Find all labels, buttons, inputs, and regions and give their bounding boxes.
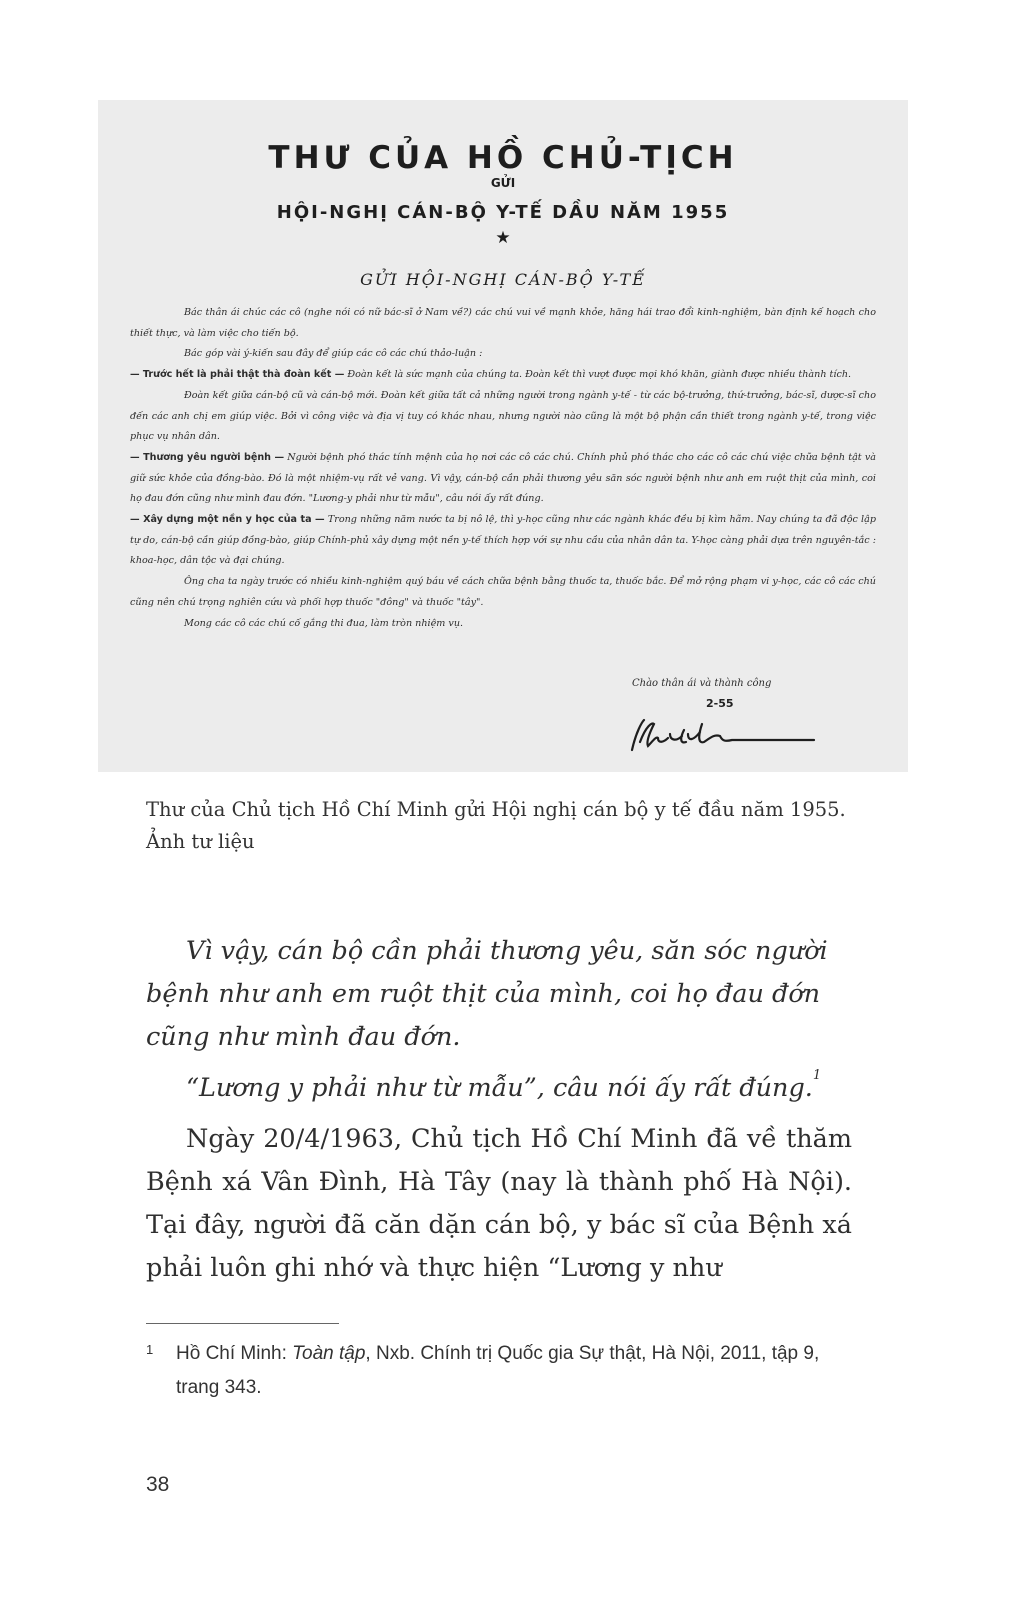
letter-section-text: Trong những năm nước ta bị nô lệ, thì y-học cũng như các ngành khác đều bị kìm hãm. Nay chúng ta đã độc lập tự do, cán-bộ cần giúp đồng-bào, giúp Chính-phủ xây dựng một nền y-tế thích hợp với sự nhu cầu của nhân dân ta. Y-học càng phải dựa trên nguyên-tắc : khoa-học, dân tộc và đại chúng.	[130, 514, 876, 567]
main-text	[146, 930, 852, 1298]
quote-paragraph: Vì vậy, cán bộ cần phải thương yêu, săn sóc người bệnh như anh em ruột thịt của mình, coi họ đau đớn cũng như mình đau đớn.	[146, 936, 828, 1052]
quote-text: “Lương y phải như từ mẫu”, câu nói ấy rất đúng.	[186, 1073, 813, 1103]
star-icon: ★	[495, 228, 511, 248]
page-number: 38	[146, 1473, 170, 1496]
letter-closing: Chào thân ái và thành công	[632, 678, 772, 689]
footnote-rest: , Nxb. Chính trị Quốc gia Sự thật, Hà Nội, 2011, tập 9, trang 343.	[176, 1343, 820, 1398]
letter-image	[98, 100, 908, 772]
letter-title: THƯ CỦA HỒ CHỦ-TỊCH	[268, 140, 738, 176]
letter-conference: HỘI-NGHỊ CÁN-BỘ Y-TẾ DẦU NĂM 1955	[276, 202, 730, 223]
footnote-text	[176, 1337, 866, 1405]
footnote	[146, 1337, 866, 1405]
letter-paragraph: Mong các cô các chú cố gắng thi đua, làm tròn nhiệm vụ.	[184, 617, 464, 629]
footnote-author: Hồ Chí Minh:	[176, 1343, 293, 1364]
signature	[618, 712, 818, 762]
quote-paragraph-2	[146, 1067, 852, 1110]
letter-section-heading: — Thương yêu người bệnh —	[130, 451, 285, 463]
letter-paragraph: Bác thân ái chúc các cô (nghe nói có nữ bác-sĩ ở Nam về?) các chú vui về mạnh khỏe, hăng hái trao đổi kinh-nghiệm, bàn định kế hoạch cho thiết thực, và làm việc cho tiến bộ.	[130, 307, 876, 339]
footnote-ref[interactable]: 1	[812, 1068, 822, 1083]
letter-paragraph: Ông cha ta ngày trước có nhiều kinh-nghiệm quý báu về cách chữa bệnh bằng thuốc ta, thuốc bắc. Để mở rộng phạm vi y-học, các cô các chú cũng nên chú trọng nghiên cứu và phối hợp thuốc "đông" và thuốc "tây".	[130, 576, 876, 608]
letter-paragraph: Đoàn kết giữa cán-bộ cũ và cán-bộ mới. Đoàn kết giữa tất cả những người trong ngành y-tế - từ các bộ-trưởng, thứ-trưởng, bác-sĩ, dược-sĩ cho đến các anh chị em giúp việc. Bởi vì công việc và địa vị tuy có khác nhau, nhưng người nào cũng là một bộ phận cần thiết trong ngành y-tế, trong việc phục vụ nhân dân.	[130, 389, 876, 443]
letter-section-heading: — Xây dựng một nền y học của ta —	[130, 514, 325, 526]
letter-section-text: Đoàn kết là sức mạnh của chúng ta. Đoàn kết thì vượt được mọi khó khăn, giành được nhiều thành tích.	[344, 369, 852, 381]
letter-sub: GỬI	[490, 176, 516, 190]
letter-date: 2-55	[706, 697, 734, 710]
letter-section	[130, 448, 876, 510]
letter-salutation: GỬI HỘI-NGHỊ CÁN-BỘ Y-TẾ	[360, 270, 646, 289]
figure-caption: Thư của Chủ tịch Hồ Chí Minh gửi Hội nghị cán bộ y tế đầu năm 1955. Ảnh tư liệu	[146, 798, 846, 853]
body-paragraph: Ngày 20/4/1963, Chủ tịch Hồ Chí Minh đã về thăm Bệnh xá Vân Đình, Hà Tây (nay là thành phố Hà Nội). Tại đây, người đã căn dặn cán bộ, y bác sĩ của Bệnh xá phải luôn ghi nhớ và thực hiện “Lương y như	[146, 1124, 852, 1283]
footnote-divider	[146, 1323, 339, 1324]
letter-body	[130, 303, 876, 634]
letter-paragraph: Bác góp vài ý-kiến sau đây để giúp các cô các chú thảo-luận :	[184, 348, 483, 360]
letter-section	[130, 510, 876, 572]
footnote-number: 1	[146, 1342, 154, 1357]
letter-section	[130, 365, 876, 386]
footnote-work: Toàn tập	[292, 1343, 366, 1364]
letter-section-text: Người bệnh phó thác tính mệnh của họ nơi các cô các chú. Chính phủ phó thác cho các cô các chú việc chữa bệnh tật và giữ sức khỏe của đồng-bào. Đó là một nhiệm-vụ rất vẻ vang. Vì vậy, cán-bộ cần phải thương yêu săn sóc người bệnh như anh em ruột thịt của mình, coi họ đau đớn cũng như mình đau đớn. "Lương-y phải như từ mẫu", câu nói ấy rất đúng.	[130, 451, 876, 505]
letter-section-heading: — Trước hết là phải thật thà đoàn kết —	[130, 369, 345, 381]
